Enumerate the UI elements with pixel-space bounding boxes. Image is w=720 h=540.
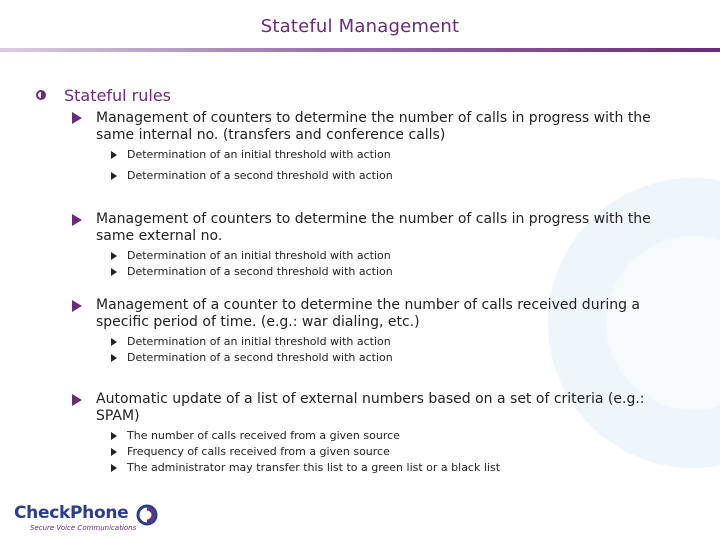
sub-bullet-arrow-icon [111, 268, 117, 276]
bullet-item-line: Management of counters to determine the number of calls in progress with the [96, 110, 651, 126]
sub-bullet-arrow-icon [111, 432, 117, 440]
bullet-item-2 [96, 211, 696, 245]
bullet-item-line: Management of counters to determine the number of calls in progress with the [96, 211, 651, 227]
bullet-item-line: same internal no. (transfers and conference calls) [96, 127, 446, 143]
bullet-item-4 [96, 391, 696, 425]
sub-bullet-item: Determination of an initial threshold with action [127, 335, 391, 348]
sub-bullet-item: Determination of a second threshold with action [127, 351, 393, 364]
sub-bullet-arrow-icon [111, 172, 117, 180]
bullet-arrow-icon [72, 394, 82, 406]
sub-bullet-item: Determination of an initial threshold with action [127, 249, 391, 262]
logo-wordmark: CheckPhone [14, 503, 129, 523]
sub-bullet-arrow-icon [111, 448, 117, 456]
section-title: Stateful rules [64, 86, 171, 105]
sub-bullet-arrow-icon [111, 354, 117, 362]
logo-tagline: Secure Voice Communications [30, 524, 137, 532]
sub-bullet-item: Determination of a second threshold with action [127, 169, 393, 182]
sub-bullet-arrow-icon [111, 464, 117, 472]
logo-swirl-icon [136, 504, 158, 526]
sub-bullet-arrow-icon [111, 151, 117, 159]
bullet-item-line: specific period of time. (e.g.: war dialing, etc.) [96, 314, 420, 330]
bullet-item-3 [96, 297, 696, 331]
bullet-item-line: SPAM) [96, 408, 140, 424]
sub-bullet-item: Determination of a second threshold with action [127, 265, 393, 278]
bullet-item-line: Management of a counter to determine the number of calls received during a [96, 297, 640, 313]
sub-bullet-arrow-icon [111, 252, 117, 260]
bullet-item-line: same external no. [96, 228, 223, 244]
section-bullet-icon [36, 90, 46, 100]
bullet-arrow-icon [72, 214, 82, 226]
bullet-item-1 [96, 110, 696, 144]
bullet-arrow-icon [72, 300, 82, 312]
title-divider [0, 48, 720, 52]
sub-bullet-item: Frequency of calls received from a given source [127, 445, 390, 458]
sub-bullet-item: The administrator may transfer this list to a green list or a black list [127, 461, 501, 474]
bullet-arrow-icon [72, 112, 82, 124]
bullet-item-line: Automatic update of a list of external numbers based on a set of criteria (e.g.: [96, 391, 645, 407]
sub-bullet-item: The number of calls received from a given source [127, 429, 400, 442]
slide-title: Stateful Management [260, 16, 460, 37]
checkphone-logo [12, 500, 172, 536]
sub-bullet-item: Determination of an initial threshold with action [127, 148, 391, 161]
sub-bullet-arrow-icon [111, 338, 117, 346]
